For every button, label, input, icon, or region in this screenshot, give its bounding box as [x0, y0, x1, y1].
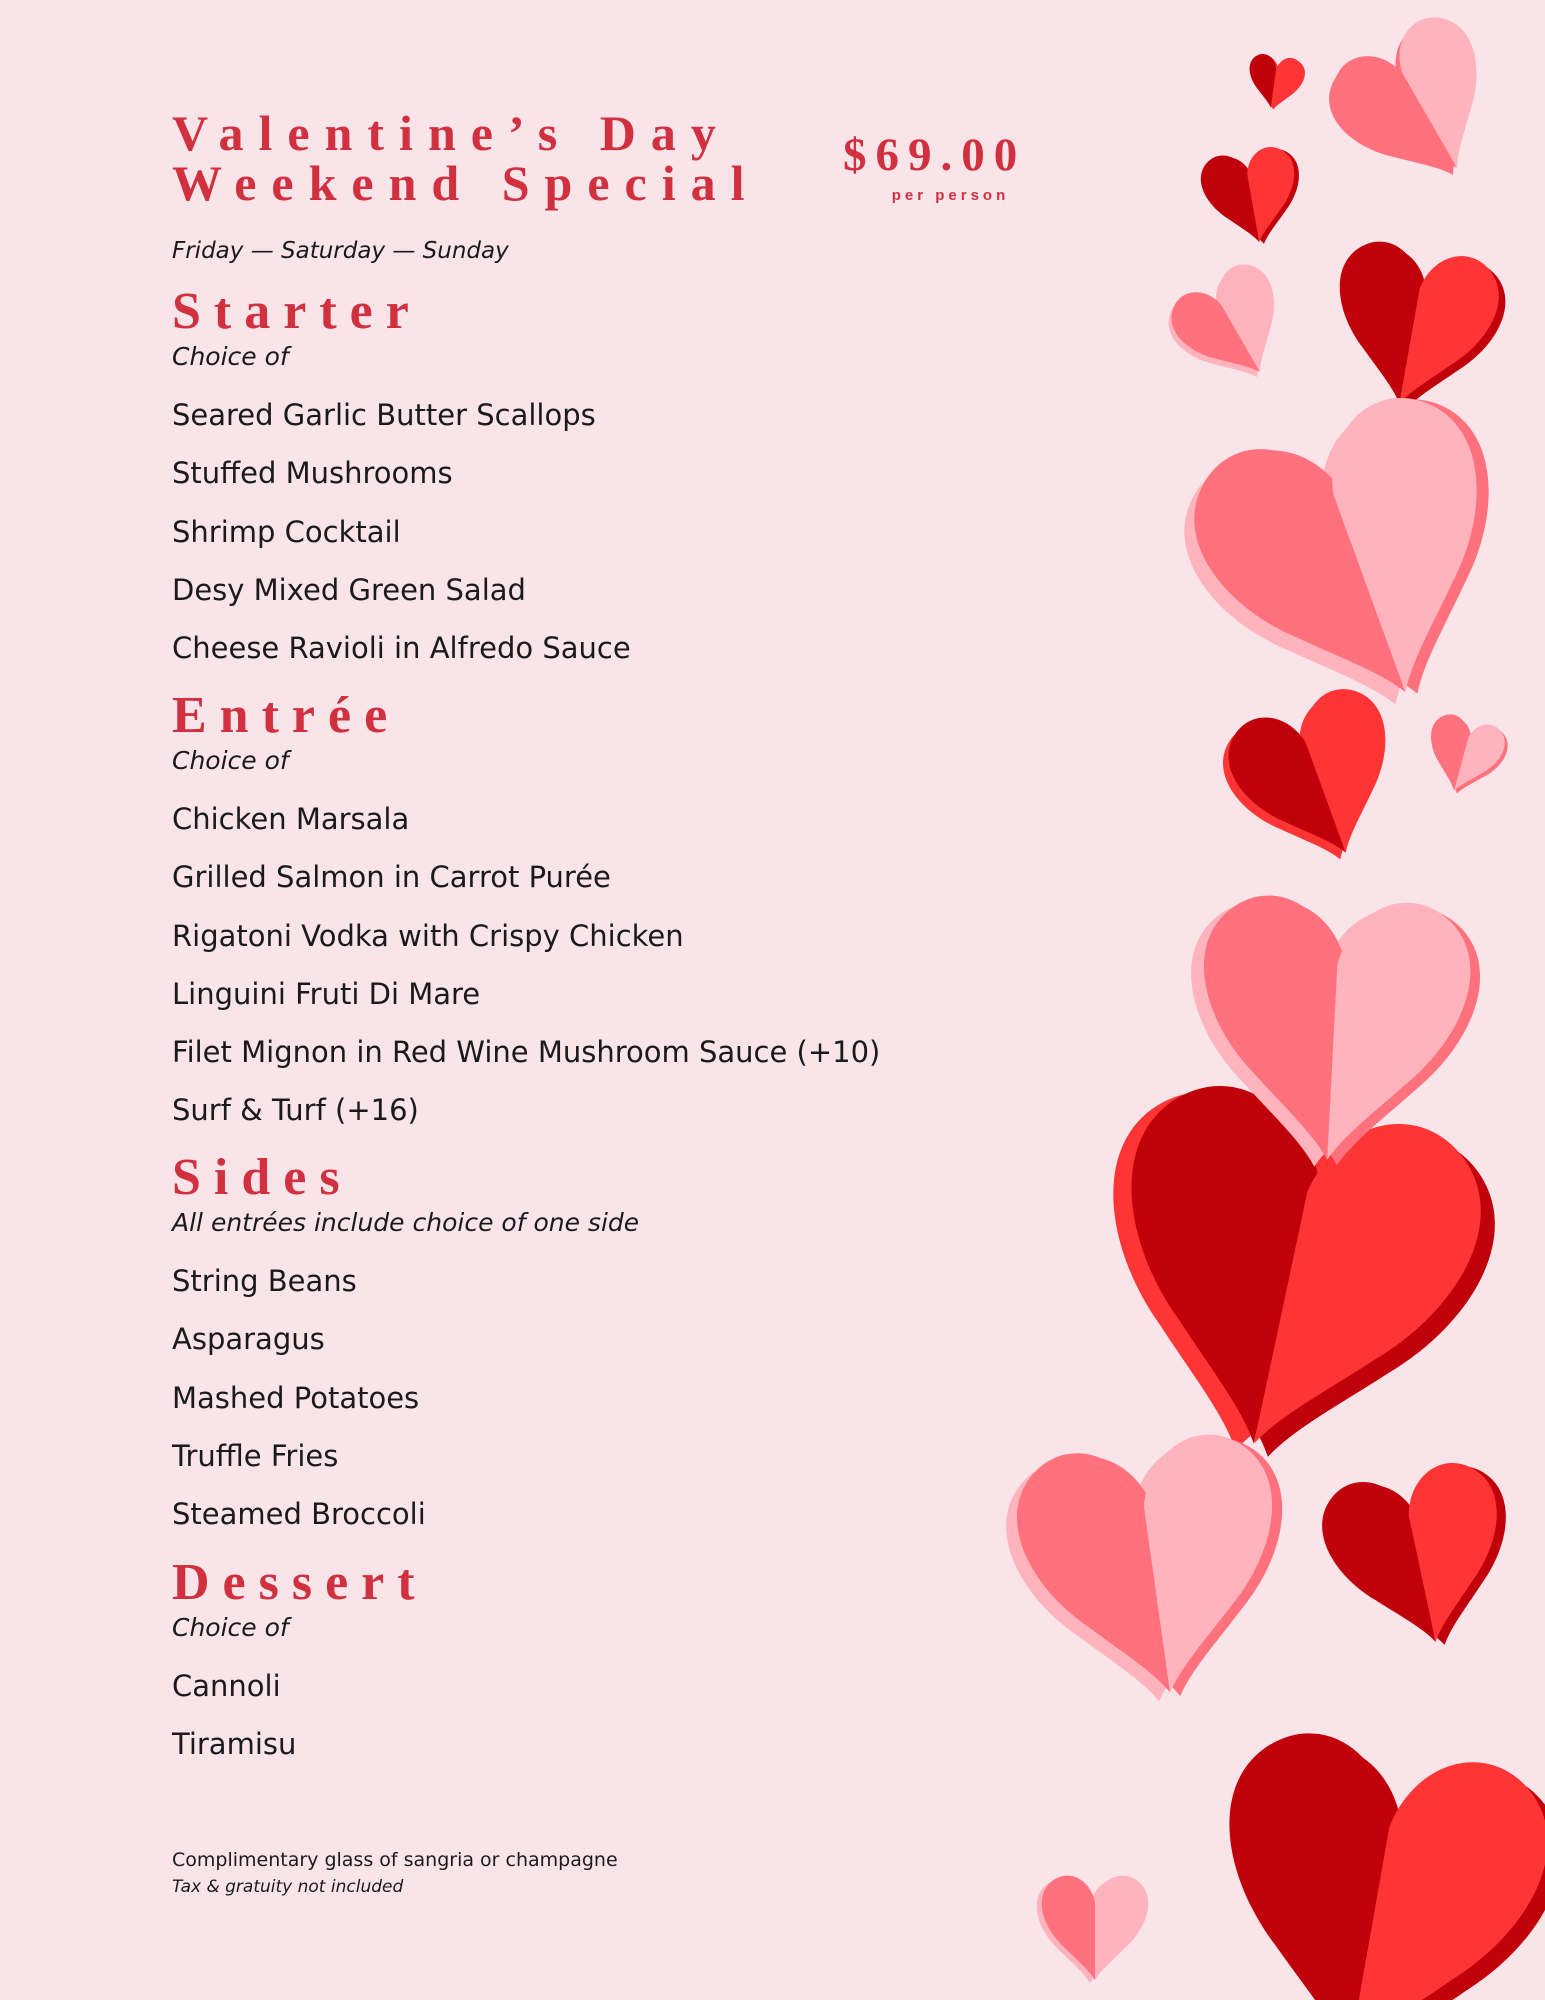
heart-icon: [1418, 710, 1513, 803]
section-heading: Dessert: [172, 1554, 428, 1611]
heart-icon: [1320, 236, 1513, 424]
heart-icon: [1157, 255, 1307, 404]
price-note: per person: [891, 187, 1010, 204]
heart-icon: [1181, 892, 1484, 1175]
menu-item: Seared Garlic Butter Scallops: [172, 398, 596, 432]
section-sides: [172, 1150, 1052, 1543]
section-note: Choice of: [172, 1613, 289, 1642]
section-heading: Starter: [172, 283, 422, 340]
heart-icon: [1313, 4, 1523, 212]
heart-icon: [1161, 374, 1545, 753]
menu-title: [172, 105, 760, 211]
menu-item: Truffle Fries: [172, 1438, 339, 1473]
heart-icon: [1314, 1453, 1531, 1665]
section-note: Choice of: [172, 746, 289, 775]
item-list: [172, 1657, 1052, 1774]
price: $69.00: [843, 129, 1027, 181]
menu-item: Filet Mignon in Red Wine Mushroom Sauce (+10): [172, 1035, 881, 1070]
menu-item: Mashed Potatoes: [172, 1380, 420, 1415]
menu-title-line1: Valentine’s Day: [172, 105, 731, 161]
menu-item: Rigatoni Vodka with Crispy Chicken: [172, 918, 684, 953]
section-entree: [172, 688, 1052, 1140]
menu-item: Desy Mixed Green Salad: [172, 572, 526, 607]
menu-item: Asparagus: [172, 1322, 325, 1357]
section-heading: Entrée: [172, 687, 401, 744]
menu-title-line2: Weekend Special: [172, 155, 760, 211]
item-list: [172, 386, 1052, 677]
heart-icon: [1244, 52, 1307, 113]
menu-item: Cannoli: [172, 1669, 281, 1703]
menu-item: String Beans: [172, 1264, 357, 1298]
section-note: All entrées include choice of one side: [172, 1208, 640, 1237]
section-dessert: [172, 1555, 1052, 1774]
section-heading: Sides: [172, 1149, 353, 1206]
days-available: Friday — Saturday — Sunday: [172, 238, 509, 264]
menu-item: Steamed Broccoli: [172, 1497, 426, 1532]
footer-complimentary: Complimentary glass of sangria or champagne: [172, 1849, 618, 1871]
menu-item: Chicken Marsala: [172, 802, 410, 836]
menu-item: Shrimp Cocktail: [172, 514, 401, 549]
item-list: [172, 790, 1052, 1140]
heart-icon: [1037, 1876, 1149, 1983]
heart-icon: [1210, 678, 1422, 887]
menu-item: Stuffed Mushrooms: [172, 456, 453, 491]
menu-item: Surf & Turf (+16): [172, 1093, 419, 1128]
menu-item: Linguini Fruti Di Mare: [172, 976, 481, 1011]
menu-item: Grilled Salmon in Carrot Purée: [172, 860, 611, 895]
section-starter: [172, 284, 1052, 677]
menu-item: Tiramisu: [172, 1727, 297, 1762]
item-list: [172, 1252, 1052, 1543]
menu-item: Cheese Ravioli in Alfredo Sauce: [172, 631, 631, 666]
footer-tax-note: Tax & gratuity not included: [172, 1877, 404, 1897]
heart-icon: [1190, 1721, 1545, 2000]
heart-icon: [1197, 143, 1310, 253]
heart-icon: [1064, 1067, 1514, 1494]
footer: [172, 1846, 618, 1900]
section-note: Choice of: [172, 342, 289, 371]
